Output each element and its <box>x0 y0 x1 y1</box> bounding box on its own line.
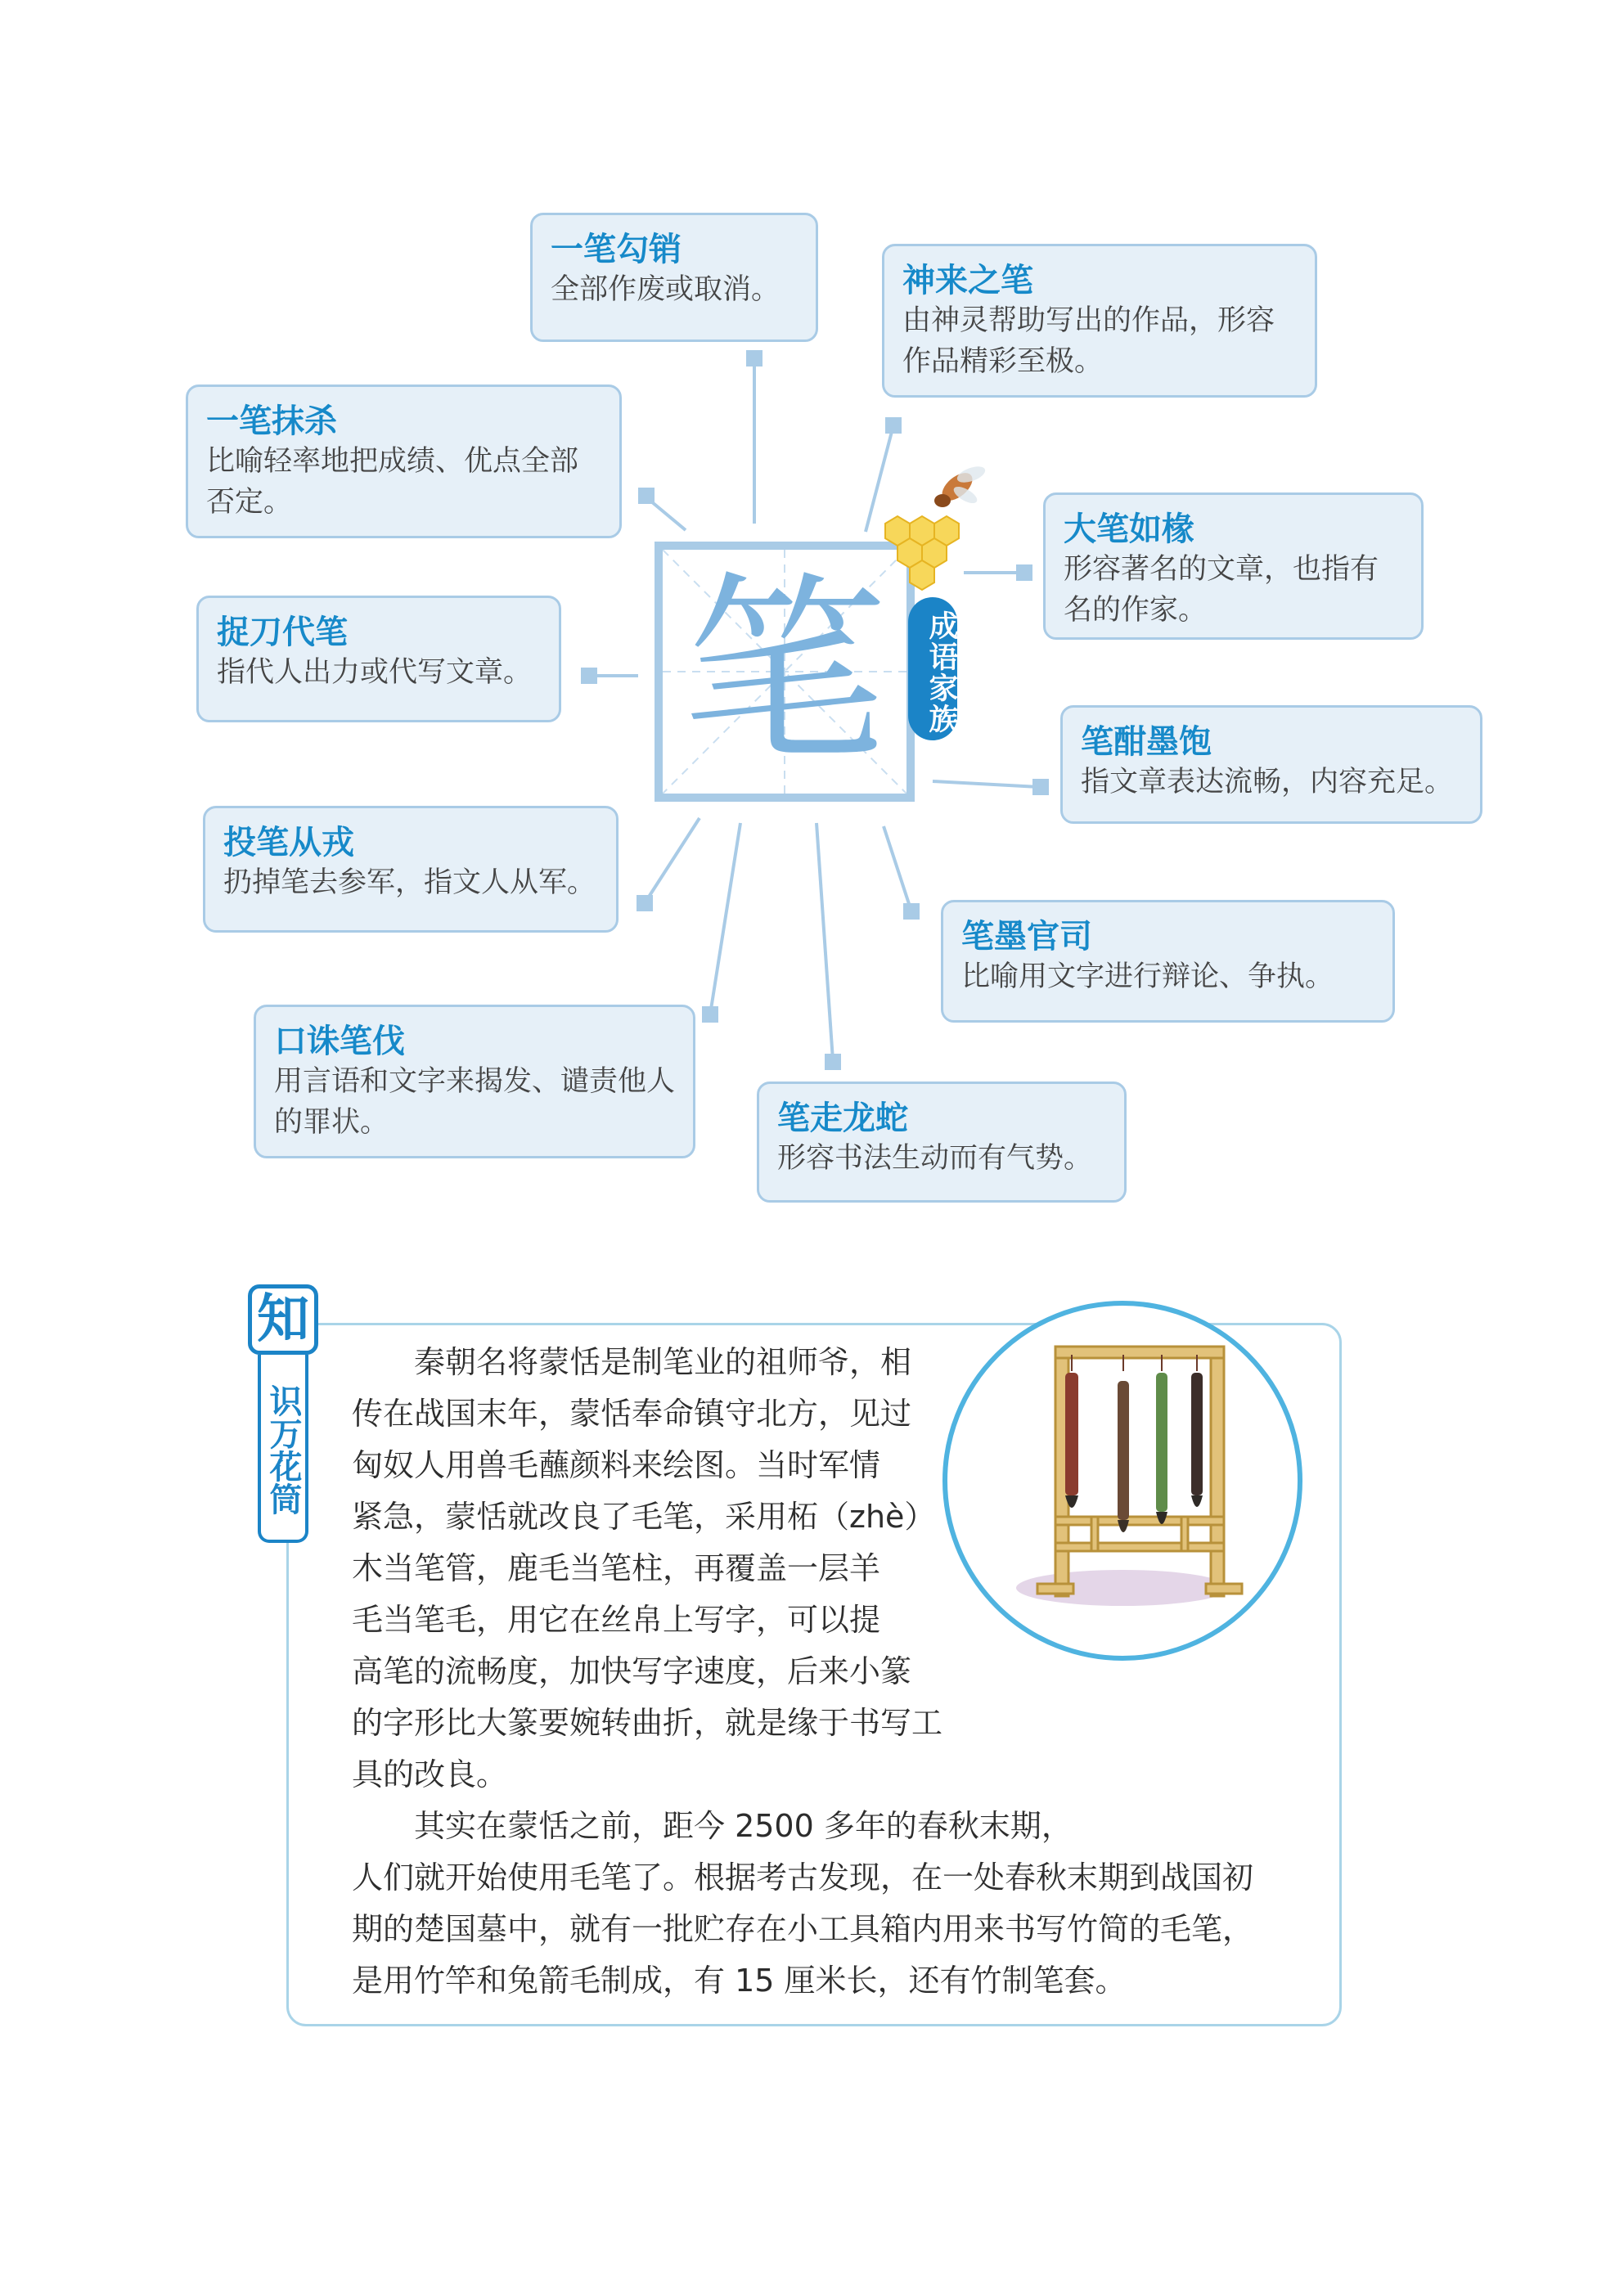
idiom-title: 一笔勾销 <box>551 231 682 268</box>
text-line: 木当笔管，鹿毛当笔柱，再覆盖一层羊 <box>352 1550 881 1586</box>
brush-rack-icon <box>947 1306 1298 1656</box>
idiom-title: 大笔如椽 <box>1064 510 1194 548</box>
idiom-desc: 比喻轻率地把成绩、优点全部否定。 <box>206 445 579 519</box>
idiom-title: 一笔抹杀 <box>206 402 337 440</box>
idiom-title: 捉刀代笔 <box>217 614 348 651</box>
idiom-card-shenlaizhibi <box>882 244 1317 398</box>
idiom-card-bizoulongshe <box>757 1082 1127 1203</box>
text-line: 高笔的流畅度，加快写字速度，后来小篆 <box>352 1653 912 1689</box>
idiom-card-yibimosha <box>186 384 622 538</box>
knowledge-badge-top: 知 <box>248 1284 318 1355</box>
idiom-family-tag: 成语家族 <box>908 597 957 740</box>
text-line: 具的改良。 <box>352 1756 508 1792</box>
knowledge-paragraph-1 <box>352 1337 990 1801</box>
idiom-card-bimoguansi <box>941 900 1395 1023</box>
knowledge-badge <box>248 1284 318 1546</box>
idiom-desc: 指文章表达流畅，内容充足。 <box>1081 766 1454 798</box>
idiom-card-toubicongrong <box>203 806 619 933</box>
idiom-desc: 形容著名的文章，也指有名的作家。 <box>1064 553 1379 627</box>
text-line: 的字形比大篆要婉转曲折，就是缘于书写工 <box>352 1705 943 1741</box>
text-line: 期的楚国墓中，就有一批贮存在小工具箱内用来书写竹简的毛笔， <box>352 1911 1254 1947</box>
idiom-desc: 比喻用文字进行辩论、争执。 <box>961 960 1334 993</box>
idiom-card-zhuodaodaibi <box>196 596 561 722</box>
text-line: 人们就开始使用毛笔了。根据考古发现，在一处春秋末期到战国初 <box>352 1860 1254 1895</box>
text-line: 紧急，蒙恬就改良了毛笔，采用柘（zhè） <box>352 1499 936 1535</box>
idiom-desc: 扔掉笔去参军，指文人从军。 <box>223 866 596 899</box>
idiom-card-dabiruchuan <box>1043 492 1424 640</box>
idiom-title: 神来之笔 <box>902 262 1033 299</box>
text-line: 其实在蒙恬之前，距今 2500 多年的春秋末期， <box>414 1808 1073 1844</box>
knowledge-paragraph-2 <box>352 1801 1317 2007</box>
text-line: 传在战国末年，蒙恬奉命镇守北方，见过 <box>352 1396 912 1432</box>
idiom-desc: 由神灵帮助写出的作品，形容作品精彩至极。 <box>902 304 1275 378</box>
idiom-desc: 指代人出力或代写文章。 <box>217 656 533 689</box>
brush-rack-illustration <box>942 1301 1302 1661</box>
idiom-title: 笔走龙蛇 <box>777 1100 908 1137</box>
idiom-card-kouzhubifa <box>254 1005 695 1158</box>
knowledge-badge-label: 识万花筒 <box>258 1355 308 1543</box>
idiom-desc: 全部作废或取消。 <box>551 273 781 306</box>
idiom-title: 口诛笔伐 <box>274 1023 405 1060</box>
idiom-title: 笔墨官司 <box>961 918 1092 956</box>
idiom-title: 笔酣墨饱 <box>1081 723 1212 761</box>
text-line: 秦朝名将蒙恬是制笔业的祖师爷，相 <box>414 1344 912 1380</box>
idiom-card-bihanmobao <box>1060 705 1482 824</box>
text-line: 毛当笔毛，用它在丝帛上写字，可以提 <box>352 1602 881 1638</box>
idiom-title: 投笔从戎 <box>223 824 354 861</box>
bee-honeycomb-icon <box>861 450 992 597</box>
idiom-card-yibigouxiao <box>530 213 818 342</box>
text-line: 是用竹竿和兔箭毛制成，有 15 厘米长，还有竹制笔套。 <box>352 1963 1127 1999</box>
center-character: 笔 <box>682 553 887 791</box>
idiom-desc: 用言语和文字来揭发、谴责他人的罪状。 <box>274 1065 676 1139</box>
idiom-desc: 形容书法生动而有气势。 <box>777 1142 1093 1175</box>
text-line: 匈奴人用兽毛蘸颜料来绘图。当时军情 <box>352 1447 881 1483</box>
